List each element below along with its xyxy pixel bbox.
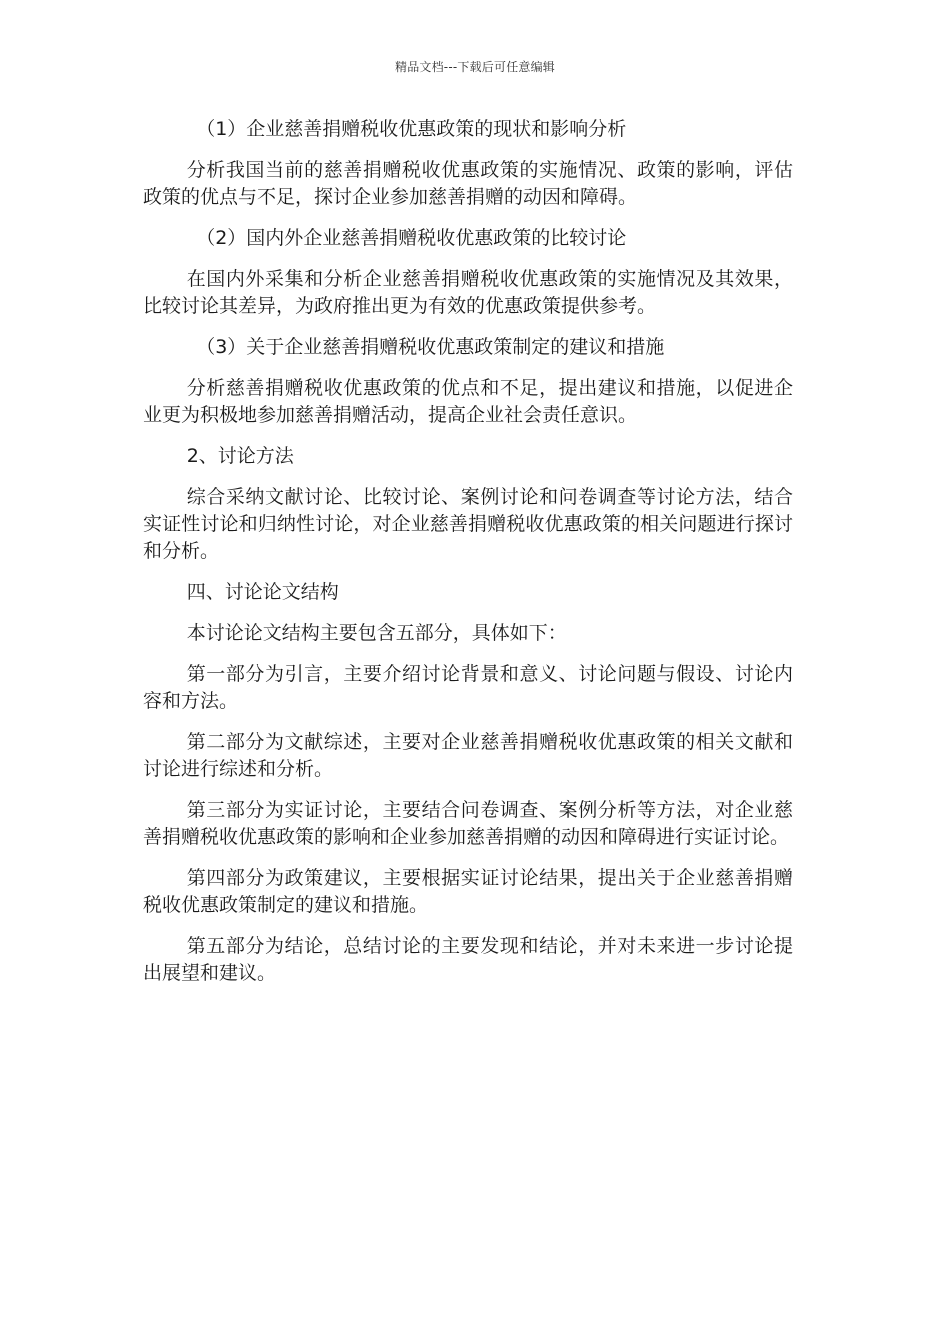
- paragraph: 在国内外采集和分析企业慈善捐赠税收优惠政策的实施情况及其效果，比较讨论其差异，为政府推出更为有效的优惠政策提供参考。: [143, 268, 793, 317]
- paragraph: 分析我国当前的慈善捐赠税收优惠政策的实施情况、政策的影响，评估政策的优点与不足，探讨企业参加慈善捐赠的动因和障碍。: [143, 159, 793, 208]
- section-heading-methods: 2、讨论方法: [186, 445, 294, 467]
- paragraph: 本讨论论文结构主要包含五部分，具体如下：: [186, 622, 567, 644]
- paragraph-part-five: 第五部分为结论，总结讨论的主要发现和结论，并对未来进一步讨论提出展望和建议。: [143, 935, 793, 984]
- document-body: [143, 116, 793, 1001]
- section-heading-structure: 四、讨论论文结构: [186, 581, 339, 603]
- paragraph: 综合采纳文献讨论、比较讨论、案例讨论和问卷调查等讨论方法，结合实证性讨论和归纳性讨论，对企业慈善捐赠税收优惠政策的相关问题进行探讨和分析。: [143, 486, 793, 562]
- page-header: 精品文档---下载后可任意编辑: [395, 60, 555, 74]
- paragraph-part-one: 第一部分为引言，主要介绍讨论背景和意义、讨论问题与假设、讨论内容和方法。: [143, 663, 793, 712]
- subheading-suggestions: （3）关于企业慈善捐赠税收优惠政策制定的建议和措施: [196, 336, 665, 358]
- paragraph-part-four: 第四部分为政策建议，主要根据实证讨论结果，提出关于企业慈善捐赠税收优惠政策制定的建议和措施。: [143, 867, 793, 916]
- subheading-current-status: （1）企业慈善捐赠税收优惠政策的现状和影响分析: [196, 118, 627, 140]
- paragraph-part-two: 第二部分为文献综述，主要对企业慈善捐赠税收优惠政策的相关文献和讨论进行综述和分析。: [143, 731, 793, 780]
- paragraph: 分析慈善捐赠税收优惠政策的优点和不足，提出建议和措施，以促进企业更为积极地参加慈善捐赠活动，提高企业社会责任意识。: [143, 377, 793, 426]
- paragraph-part-three: 第三部分为实证讨论，主要结合问卷调查、案例分析等方法，对企业慈善捐赠税收优惠政策的影响和企业参加慈善捐赠的动因和障碍进行实证讨论。: [143, 799, 793, 848]
- subheading-comparison: （2）国内外企业慈善捐赠税收优惠政策的比较讨论: [196, 227, 627, 249]
